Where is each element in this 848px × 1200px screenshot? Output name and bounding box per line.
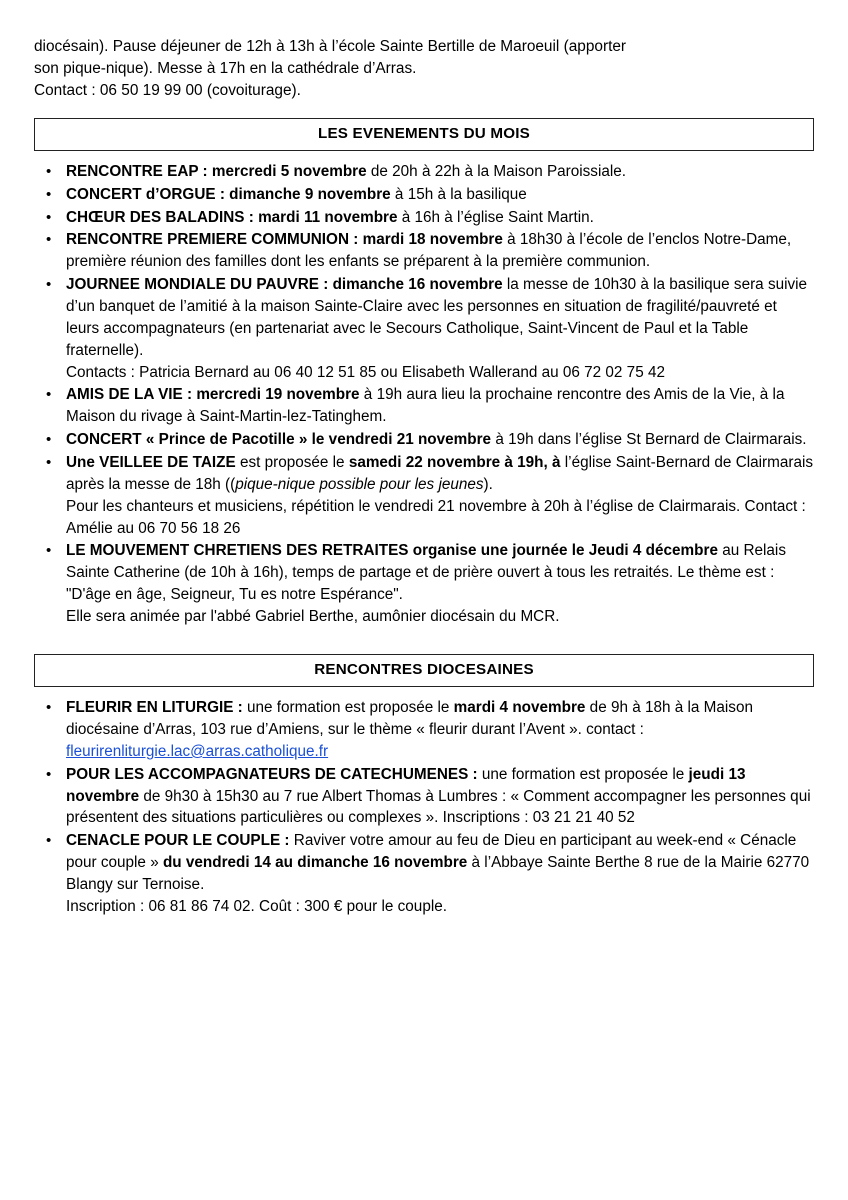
item-text: la messe de 10h30 à la basilique sera suivie d’un banquet de l’amitié à la maison Sainte-Claire avec les personnes en situation de fragilité/pauvreté et leurs accompagnateurs (en partenariat avec le Secours Catholique, Saint-Vincent de Paul et la Table fraternelle).	[66, 276, 808, 359]
item-title: CHŒUR DES BALADINS : mardi 11 novembre	[66, 208, 398, 226]
list-item	[34, 184, 814, 206]
list-item	[34, 384, 814, 428]
list-item	[34, 161, 814, 183]
item-text: à 16h à l’église Saint Martin.	[397, 208, 594, 226]
item-title: RENCONTRE EAP : mercredi 5 novembre	[66, 162, 367, 180]
item-title: POUR LES ACCOMPAGNATEURS DE CATECHUMENES :	[66, 765, 478, 783]
sections-container	[34, 118, 814, 918]
bullet-icon: •	[46, 162, 52, 180]
intro-line-1: diocésain). Pause déjeuner de 12h à 13h à l’école Sainte Bertille de Maroeuil (apporter	[34, 38, 627, 55]
item-title: RENCONTRE PREMIERE COMMUNION : mardi 18 novembre	[66, 231, 503, 249]
list-item	[34, 830, 814, 917]
item-text: de 9h30 à 15h30 au 7 rue Albert Thomas à Lumbres : « Comment accompagner les personnes qui présentent des situations particulières ou complexes ». Inscriptions : 03 21 21 40 52	[66, 787, 811, 827]
bullet-icon: •	[46, 386, 52, 404]
bullet-icon: •	[46, 231, 52, 249]
section-item-list	[34, 697, 814, 918]
item-text: une formation est proposée le	[242, 699, 454, 717]
bullet-icon: •	[46, 699, 52, 717]
item-text: Contacts : Patricia Bernard au 06 40 12 51 85 ou Elisabeth Wallerand au 06 72 02 75 42	[66, 363, 665, 381]
intro-line-2: son pique-nique). Messe à 17h en la cathédrale d’Arras.	[34, 59, 417, 77]
item-title: JOURNEE MONDIALE DU PAUVRE : dimanche 16 novembre	[66, 276, 503, 294]
item-title: du vendredi 14 au dimanche 16 novembre	[162, 854, 468, 872]
list-item	[34, 764, 814, 830]
item-text: de 9h à 18h à la Maison diocésaine d’Arras, 103 rue d’Amiens, sur le thème « fleurir durant l’Avent ». contact :	[66, 699, 753, 738]
item-text: Elle sera animée par l'abbé Gabriel Berthe, aumônier diocésain du MCR.	[66, 608, 560, 626]
item-title: LE MOUVEMENT CHRETIENS DES RETRAITES organise une journée le Jeudi 4 décembre	[66, 542, 718, 560]
intro-paragraph	[34, 36, 814, 102]
list-item	[34, 540, 814, 627]
item-title: jeudi 13 novembre	[66, 765, 746, 805]
bullet-icon: •	[46, 832, 52, 850]
item-title: CENACLE POUR LE COUPLE :	[66, 832, 290, 850]
bullet-icon: •	[46, 765, 52, 783]
item-title: samedi 22 novembre à 19h, à	[348, 454, 561, 472]
item-text: à l’Abbaye Sainte Berthe 8 rue de la Mairie 62770 Blangy sur Ternoise.	[66, 854, 810, 893]
item-text: à 15h à la basilique	[390, 185, 527, 203]
item-title: FLEURIR EN LITURGIE :	[66, 699, 243, 717]
list-item	[34, 274, 814, 383]
intro-line-3: Contact : 06 50 19 99 00 (covoiturage).	[34, 81, 301, 99]
section-item-list	[34, 161, 814, 628]
bullet-icon: •	[46, 454, 52, 472]
list-item	[34, 697, 814, 763]
item-text: à 18h30 à l’école de l’enclos Notre-Dame, première réunion des familles dont les enfants se préparent à la première communion.	[66, 231, 792, 271]
bullet-icon: •	[46, 542, 52, 560]
item-text: une formation est proposée le	[477, 765, 689, 783]
list-item	[34, 429, 814, 451]
item-text: au Relais Sainte Catherine (de 10h à 16h), temps de partage et de prière ouvert à tous les retraités. Le thème est : "D'âge en âge, Seigneur, Tu es notre Espérance".	[66, 542, 786, 604]
bullet-icon: •	[46, 276, 52, 294]
list-item	[34, 207, 814, 229]
bullet-icon: •	[46, 185, 52, 203]
section-heading: LES EVENEMENTS DU MOIS	[34, 118, 814, 151]
bullet-icon: •	[46, 208, 52, 226]
item-title: CONCERT « Prince de Pacotille » le vendredi 21 novembre	[66, 431, 492, 449]
item-text: à 19h dans l’église St Bernard de Clairmarais.	[491, 431, 807, 449]
item-text: Inscription : 06 81 86 74 02. Coût : 300 € pour le couple.	[66, 897, 447, 915]
bullet-icon: •	[46, 431, 52, 449]
item-text: pique-nique possible pour les jeunes	[235, 475, 484, 493]
email-link[interactable]: fleurirenliturgie.lac@arras.catholique.fr	[66, 742, 329, 760]
list-item	[34, 229, 814, 273]
item-title: CONCERT d’ORGUE : dimanche 9 novembre	[66, 185, 391, 203]
item-text: Pour les chanteurs et musiciens, répétition le vendredi 21 novembre à 20h à l’église de Clairmarais. Contact : Amélie au 06 70 56 18 26	[66, 497, 806, 537]
list-item	[34, 452, 814, 539]
section-heading: RENCONTRES DIOCESAINES	[34, 654, 814, 687]
item-text: de 20h à 22h à la Maison Paroissiale.	[366, 162, 627, 180]
item-text: Raviver votre amour au feu de Dieu en participant au week-end « Cénacle pour couple »	[66, 832, 797, 872]
item-text: ).	[483, 475, 493, 493]
item-text: à 19h aura lieu la prochaine rencontre des Amis de la Vie, à la Maison du rivage à Saint-Martin-lez-Tatinghem.	[66, 386, 785, 426]
item-text: l’église Saint-Bernard de Clairmarais après la messe de 18h ((	[66, 454, 814, 493]
item-title: mardi 4 novembre	[453, 699, 586, 717]
item-title: Une VEILLEE DE TAIZE	[66, 454, 236, 472]
item-text: est proposée le	[235, 454, 349, 472]
item-title: AMIS DE LA VIE : mercredi 19 novembre	[66, 386, 360, 404]
